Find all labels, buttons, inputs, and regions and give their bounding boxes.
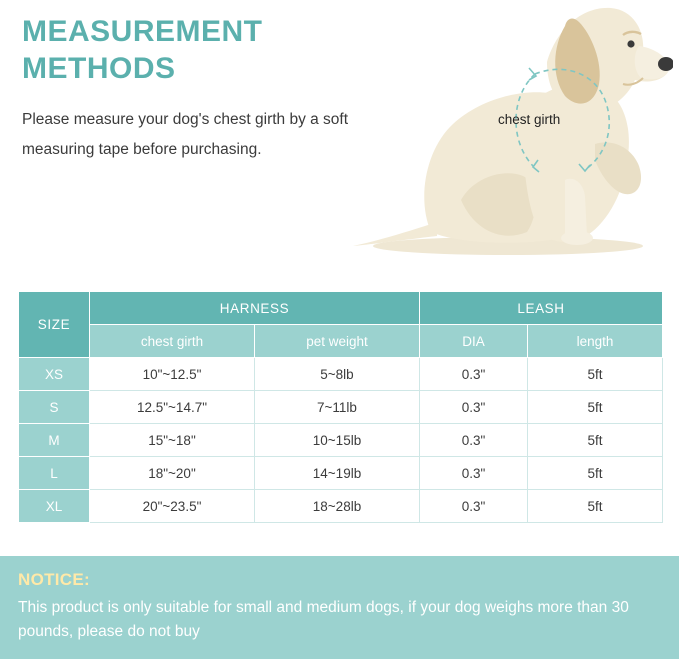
cell-dia: 0.3" [420, 457, 528, 490]
cell-length: 5ft [528, 358, 663, 391]
header-length: length [528, 325, 663, 358]
cell-length: 5ft [528, 424, 663, 457]
cell-dia: 0.3" [420, 490, 528, 523]
cell-dia: 0.3" [420, 424, 528, 457]
cell-length: 5ft [528, 457, 663, 490]
cell-size: XS [19, 358, 90, 391]
cell-chest-girth: 15"~18" [90, 424, 255, 457]
cell-pet-weight: 18~28lb [255, 490, 420, 523]
cell-pet-weight: 10~15lb [255, 424, 420, 457]
table-row [19, 490, 663, 523]
cell-dia: 0.3" [420, 358, 528, 391]
table-row [19, 457, 663, 490]
dog-illustration [333, 0, 673, 272]
table-group-header-row [19, 292, 663, 325]
notice-title: NOTICE: [18, 570, 90, 589]
intro-paragraph: Please measure your dog's chest girth by a soft measuring tape before purchasing. [22, 111, 349, 159]
cell-pet-weight: 7~11lb [255, 391, 420, 424]
table-row [19, 424, 663, 457]
cell-pet-weight: 14~19lb [255, 457, 420, 490]
cell-chest-girth: 10"~12.5" [90, 358, 255, 391]
cell-size: M [19, 424, 90, 457]
cell-size: S [19, 391, 90, 424]
header-harness: HARNESS [90, 292, 420, 325]
cell-length: 5ft [528, 391, 663, 424]
header-leash: LEASH [420, 292, 663, 325]
notice-banner [0, 556, 679, 659]
cell-dia: 0.3" [420, 391, 528, 424]
header-dia: DIA [420, 325, 528, 358]
cell-chest-girth: 18"~20" [90, 457, 255, 490]
header-size: SIZE [19, 292, 90, 358]
header-pet-weight: pet weight [255, 325, 420, 358]
header-chest-girth: chest girth [90, 325, 255, 358]
cell-chest-girth: 20"~23.5" [90, 490, 255, 523]
page-title: MEASUREMENT METHODS [22, 15, 263, 85]
cell-size: L [19, 457, 90, 490]
cell-length: 5ft [528, 490, 663, 523]
table-row [19, 358, 663, 391]
cell-chest-girth: 12.5"~14.7" [90, 391, 255, 424]
cell-pet-weight: 5~8lb [255, 358, 420, 391]
size-table [18, 291, 663, 523]
table-sub-header-row [19, 325, 663, 358]
cell-size: XL [19, 490, 90, 523]
notice-body: This product is only suitable for small and medium dogs, if your dog weighs more than 30 pounds, please do not buy [18, 599, 629, 641]
size-table-wrapper [18, 291, 662, 523]
intro-block [22, 14, 382, 166]
chest-girth-label: chest girth [498, 112, 561, 127]
table-row [19, 391, 663, 424]
